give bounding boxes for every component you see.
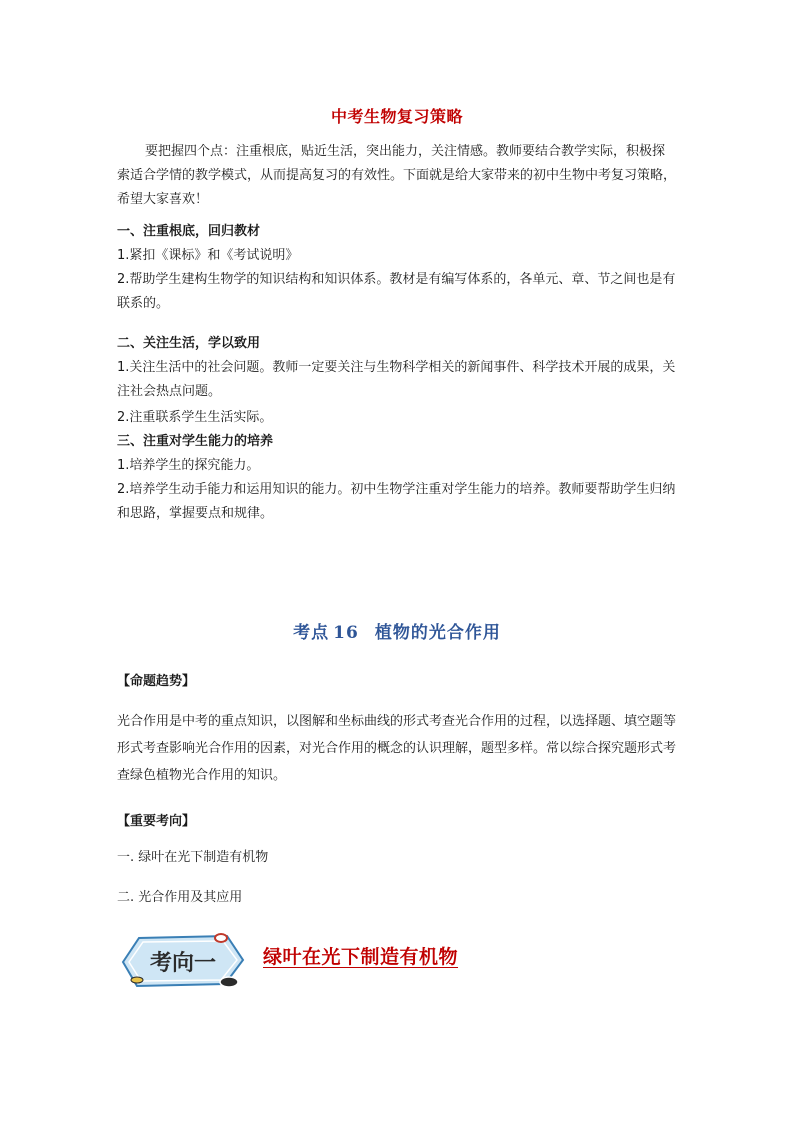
section-2-item-1: 1.关注生活中的社会问题。教师一定要关注与生物科学相关的新闻事件、科学技术开展的成果，关注社会热点问题。 xyxy=(117,360,676,399)
section-heading-3: 三、注重对学生能力的培养 xyxy=(117,434,274,449)
section-heading-2: 二、关注生活，学以致用 xyxy=(117,336,261,351)
badge-label: 考向一 xyxy=(149,950,217,976)
section-1-item-1: 1.紧扣《课标》和《考试说明》 xyxy=(117,248,299,263)
trend-paragraph: 光合作用是中考的重点知识，以图解和坐标曲线的形式考查光合作用的过程，以选择题、填空题等形式考查影响光合作用的因素，对光合作用的概念的认识理解，题型多样。常以综合探究题形式考查绿色植物光合作用的知识。 xyxy=(117,714,677,783)
section-heading-1: 一、注重根底，回归教材 xyxy=(117,224,261,239)
directions-heading: 【重要考向】 xyxy=(117,814,196,829)
direction-item-2: 二. 光合作用及其应用 xyxy=(117,890,243,905)
badge-ornament-top xyxy=(215,934,227,942)
section-2-item-2: 2.注重联系学生生活实际。 xyxy=(117,410,273,425)
badge-ornament-left xyxy=(131,977,143,983)
kaodian-name: 植物的光合作用 xyxy=(374,623,501,643)
kaodian-title xyxy=(117,618,677,643)
section-1-item-2: 2.帮助学生建构生物学的知识结构和知识体系。教材是有编写体系的，各单元、章、节之间也是有联系的。 xyxy=(117,272,676,311)
trend-heading: 【命题趋势】 xyxy=(117,674,196,689)
kaodian-label: 考点 xyxy=(293,623,330,643)
section-3-item-1: 1.培养学生的探究能力。 xyxy=(117,458,260,473)
page-title: 中考生物复习策略 xyxy=(330,107,463,126)
badge-ornament-bottom xyxy=(220,977,238,987)
section-3-item-2: 2.培养学生动手能力和运用知识的能力。初中生物学注重对学生能力的培养。教师要帮助学生归纳和思路，掌握要点和规律。 xyxy=(117,482,676,521)
kaoxiang-badge xyxy=(117,930,247,992)
direction-item-1: 一. 绿叶在光下制造有机物 xyxy=(117,850,269,865)
kaodian-number: 16 xyxy=(333,623,359,643)
badge-heading: 绿叶在光下制造有机物 xyxy=(263,946,459,968)
intro-paragraph: 要把握四个点：注重根底，贴近生活，突出能力，关注情感。教师要结合教学实际，积极探索适合学情的教学模式，从而提高复习的有效性。下面就是给大家带来的初中生物中考复习策略，希望大家喜欢！ xyxy=(117,144,677,207)
